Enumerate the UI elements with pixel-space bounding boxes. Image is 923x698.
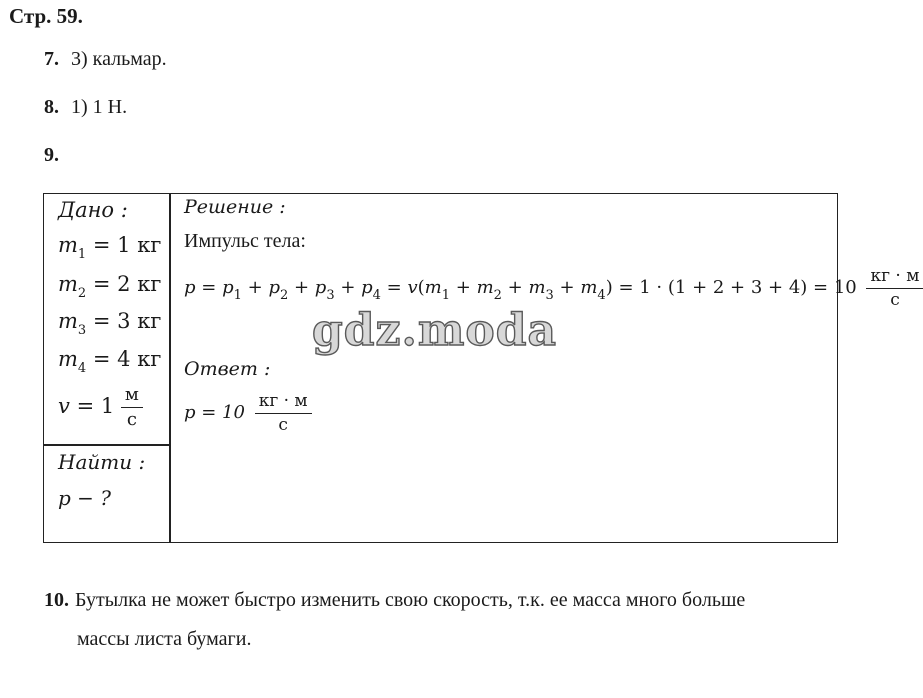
unit-fraction	[121, 385, 143, 430]
var: m	[528, 277, 546, 299]
question-number: 9.	[44, 144, 59, 166]
question-number: 7.	[44, 48, 59, 70]
given-v	[58, 385, 143, 430]
solution-table	[43, 193, 838, 543]
answer-text: 3) кальмар.	[71, 48, 167, 70]
subscript: 2	[77, 286, 87, 301]
var: m	[58, 347, 78, 371]
unit-denominator: с	[890, 289, 900, 310]
unit-numerator: кг · м	[255, 392, 312, 414]
value: = 2 кг	[92, 272, 162, 296]
unit-fraction	[255, 392, 312, 434]
question-10	[44, 589, 745, 612]
value: = 1	[76, 393, 115, 418]
subscript: 1	[441, 288, 451, 304]
subscript: 3	[326, 288, 335, 304]
table-divider-horizontal	[43, 444, 169, 446]
unit-denominator: с	[278, 414, 288, 435]
find-expr: p − ?	[58, 486, 111, 510]
value: = 3 кг	[92, 309, 162, 333]
given-m1	[58, 233, 161, 262]
formula-tail: = 1 · (1 + 2 + 3 + 4) = 10	[618, 277, 857, 299]
subscript: 1	[233, 288, 242, 304]
question-number: 8.	[44, 96, 59, 118]
page-header: Стр. 59.	[9, 4, 83, 28]
question-9	[44, 144, 59, 167]
var: p	[361, 277, 373, 299]
answer-expr	[184, 392, 312, 434]
var: p	[184, 277, 196, 299]
answer-text: 1) 1 Н.	[71, 96, 128, 118]
var: p	[314, 277, 327, 299]
subscript: 2	[493, 288, 502, 304]
var: m	[58, 272, 78, 296]
subscript: 3	[545, 288, 554, 304]
table-divider-vertical	[169, 193, 171, 543]
var: m	[58, 309, 78, 333]
given-m4	[58, 347, 161, 376]
var: v	[407, 277, 418, 299]
subscript: 4	[77, 361, 87, 376]
var: v	[58, 393, 70, 418]
subscript: 1	[77, 247, 87, 262]
unit-fraction	[866, 267, 923, 309]
var: m	[58, 233, 78, 257]
question-8	[44, 96, 127, 119]
subscript: 2	[279, 288, 289, 304]
value: = 4 кг	[92, 347, 162, 371]
subscript: 3	[77, 323, 87, 338]
answer-text-line1: Бутылка не может быстро изменить свою скорость, т.к. ее масса много больше	[75, 589, 746, 611]
var: m	[580, 277, 598, 299]
question-7	[44, 48, 167, 71]
var: m	[424, 277, 442, 299]
unit-numerator: кг · м	[866, 267, 923, 289]
var: p	[222, 277, 234, 299]
watermark: gdz.moda	[312, 305, 558, 356]
var: m	[476, 277, 494, 299]
unit-denominator: с	[126, 408, 137, 430]
solution-title: Решение :	[184, 196, 286, 218]
given-m2	[58, 272, 161, 301]
answer-lhs: p = 10	[184, 402, 245, 424]
answer-title: Ответ :	[184, 358, 271, 380]
subscript: 4	[372, 288, 381, 304]
given-m3	[58, 309, 161, 338]
operator: =	[201, 277, 217, 299]
solution-subtitle: Импульс тела:	[184, 230, 306, 252]
answer-text-line2: массы листа бумаги.	[77, 628, 252, 650]
given-title: Дано :	[58, 198, 128, 222]
question-number: 10.	[44, 589, 69, 611]
solution-formula: $p = p_1 + p_2 + p_3 + p_4 = v(m_1 + m_2 + m_3 + m_4) = 1 \cdot (1 + 2 + 3 + 4) = 10$ $\frac{кг \cdot м}{с}$	[184, 267, 923, 309]
subscript: 4	[597, 288, 606, 304]
unit-numerator: м	[121, 385, 143, 408]
value: = 1 кг	[92, 233, 162, 257]
var: p	[268, 277, 280, 299]
find-title: Найти :	[58, 450, 146, 474]
